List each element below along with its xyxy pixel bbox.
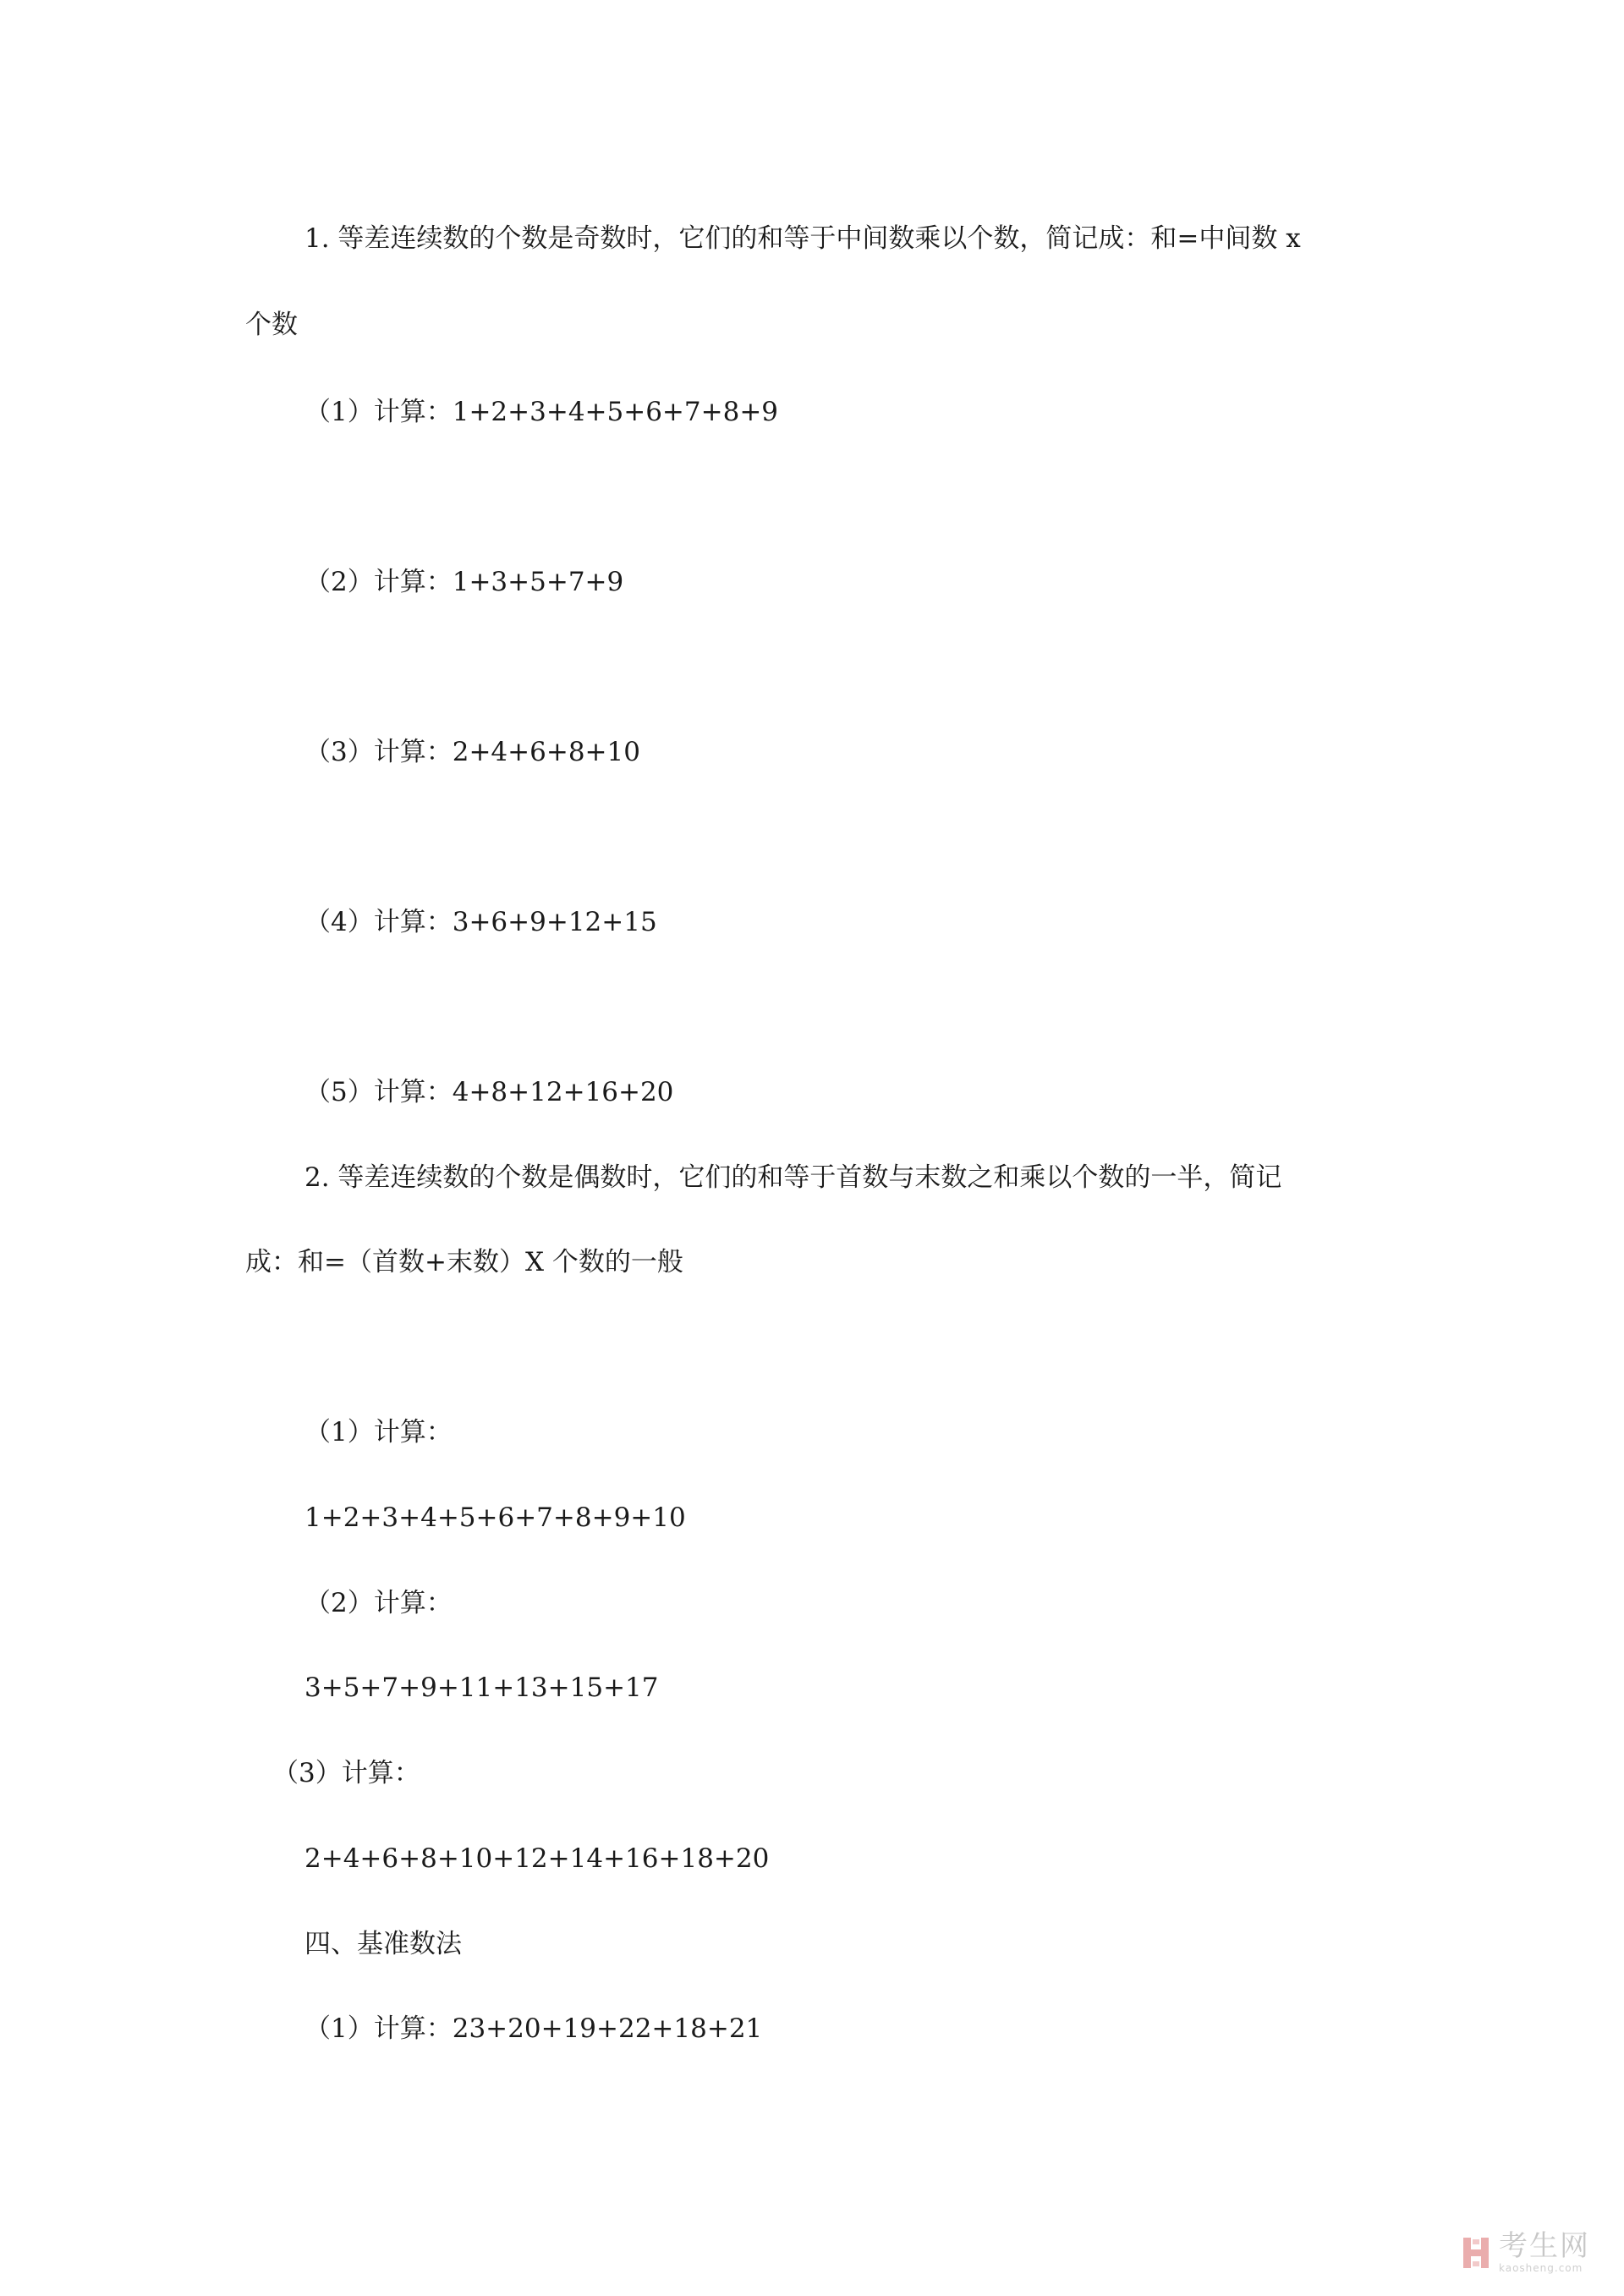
watermark-text: [1499, 2229, 1590, 2274]
watermark-logo-icon: [1462, 2236, 1490, 2270]
section2-item-3-expr: 2+4+6+8+10+12+14+16+18+20: [304, 1843, 770, 1874]
section1-item-5: （5）计算：4+8+12+16+20: [304, 1077, 674, 1107]
section1-title-line1: 1. 等差连续数的个数是奇数时，它们的和等于中间数乘以个数，简记成：和=中间数 x: [304, 223, 1301, 254]
section2-item-1-expr: 1+2+3+4+5+6+7+8+9+10: [304, 1502, 686, 1533]
watermark-site: kaosheng.com: [1499, 2262, 1583, 2274]
section2-item-2-expr: 3+5+7+9+11+13+15+17: [304, 1673, 659, 1703]
section2-item-1-label: （1）计算：: [304, 1417, 453, 1447]
section2-item-2-label: （2）计算：: [304, 1588, 453, 1618]
section1-item-1: （1）计算：1+2+3+4+5+6+7+8+9: [304, 397, 779, 427]
section2-item-3-label: （3）计算：: [272, 1758, 420, 1788]
section1-item-3: （3）计算：2+4+6+8+10: [304, 737, 640, 767]
section2-title-line2: 成：和=（首数+末数）X 个数的一般: [245, 1247, 683, 1277]
watermark: [1462, 2229, 1590, 2274]
section2-title-line1: 2. 等差连续数的个数是偶数时，它们的和等于首数与末数之和乘以个数的一半，简记: [304, 1162, 1282, 1193]
section4-heading: 四、基准数法: [304, 1929, 462, 1959]
section1-item-2: （2）计算：1+3+5+7+9: [304, 567, 624, 597]
section4-item-1: （1）计算：23+20+19+22+18+21: [304, 2013, 763, 2044]
watermark-name: 考生网: [1499, 2229, 1590, 2263]
section1-item-4: （4）计算：3+6+9+12+15: [304, 907, 657, 937]
section1-title-line2: 个数: [245, 310, 298, 340]
